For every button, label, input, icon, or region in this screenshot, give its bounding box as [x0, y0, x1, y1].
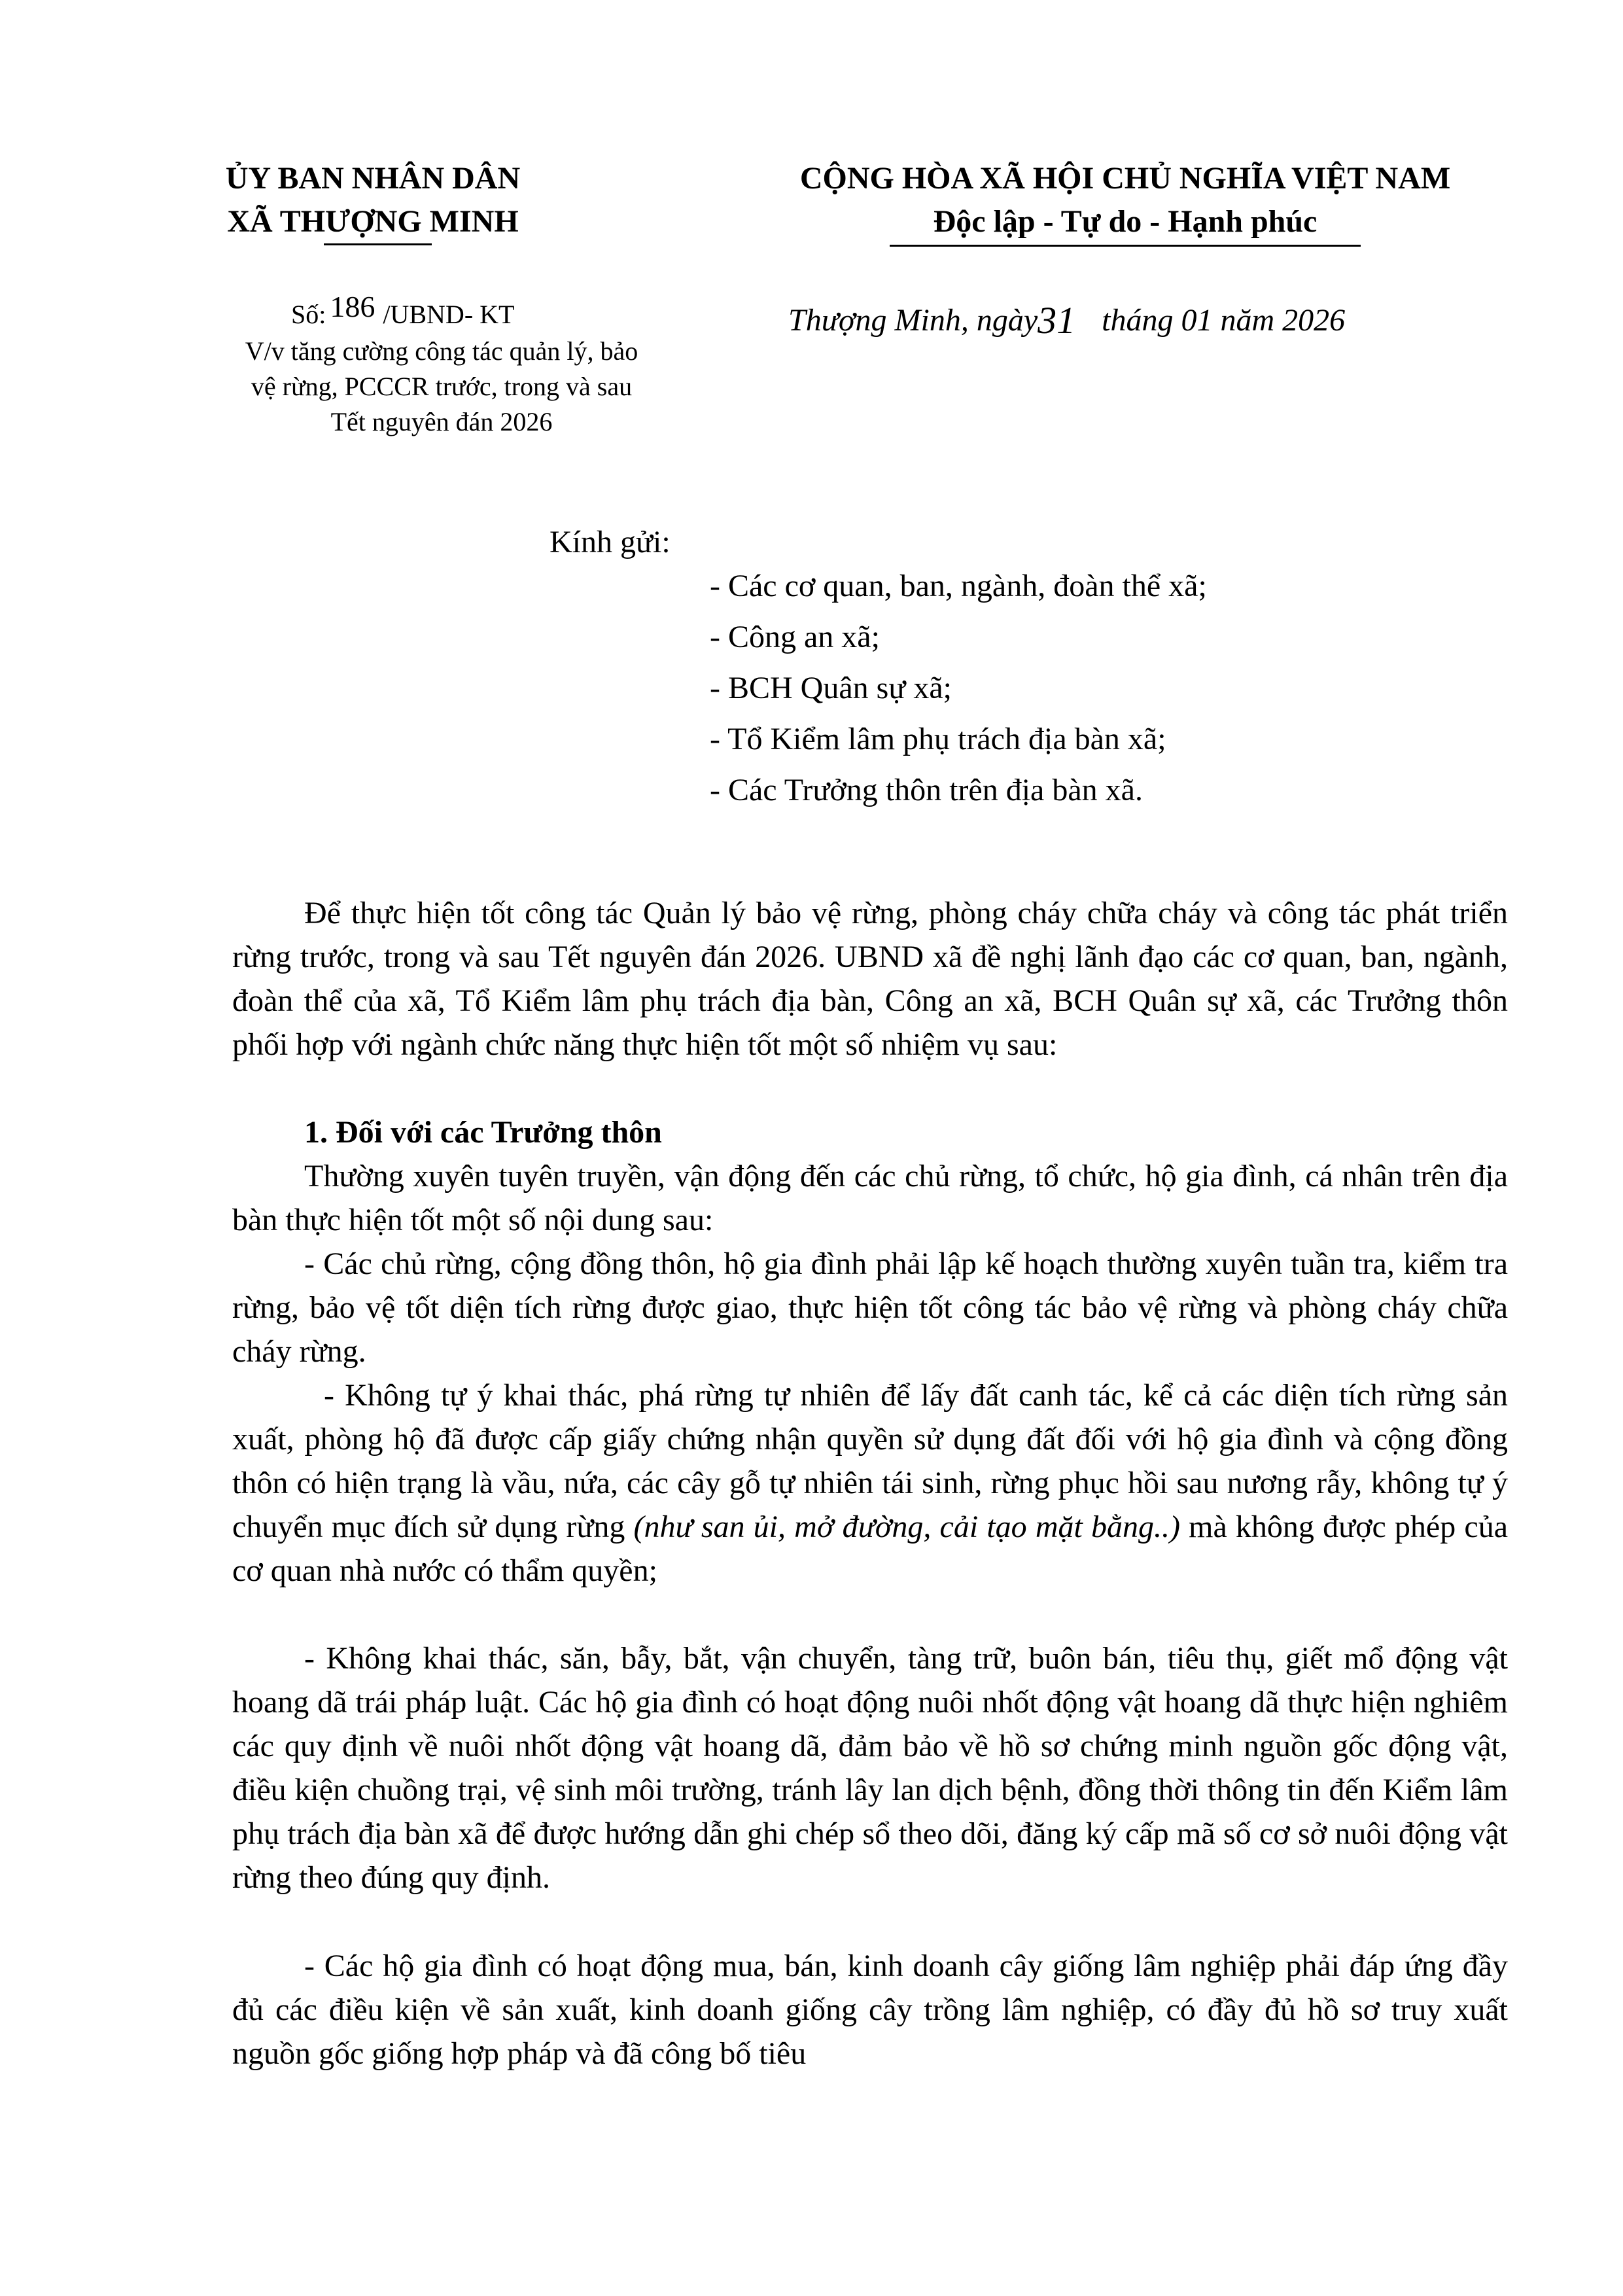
- recipient-item: - Các cơ quan, ban, ngành, đoàn thể xã;: [710, 569, 1207, 603]
- recipient-item: - BCH Quân sự xã;: [710, 671, 952, 705]
- bullet-paragraph: - Các chủ rừng, cộng đồng thôn, hộ gia đình phải lập kế hoạch thường xuyên tuần tra, kiểm tra rừng, bảo vệ tốt diện tích rừng được giao, thực hiện tốt công tác bảo vệ rừng và phòng cháy chữa cháy rừng.: [232, 1246, 1508, 1369]
- recipients-label: Kính gửi:: [550, 525, 671, 559]
- section-1-intro: Thường xuyên tuyên truyền, vận động đến các chủ rừng, tổ chức, hộ gia đình, cá nhân trên địa bàn thực hiện tốt một số nội dung sau:: [232, 1159, 1508, 1237]
- nation-line-2: Độc lập - Tự do - Hạnh phúc: [933, 204, 1318, 239]
- date-day-handwritten: 31: [1038, 299, 1076, 342]
- nation-line-1: CỘNG HÒA XÃ HỘI CHỦ NGHĨA VIỆT NAM: [799, 161, 1451, 196]
- org-underline: [324, 243, 432, 245]
- bullet-paragraph: [232, 1373, 1508, 1593]
- bullet-paragraph: - Không khai thác, săn, bẫy, bắt, vận chuyển, tàng trữ, buôn bán, tiêu thụ, giết mổ động vật hoang dã trái pháp luật. Các hộ gia đình có hoạt động nuôi nhốt động vật hoang dã thực hiện nghiêm các quy định về nuôi nhốt động vật hoang dã, đảm bảo về hồ sơ chứng minh nguồn gốc động vật, điều kiện chuồng trại, vệ sinh môi trường, tránh lây lan dịch bệnh, đồng thời thông tin đến Kiểm lâm phụ trách địa bàn xã để được hướng dẫn ghi chép sổ theo dõi, đăng ký cấp mã số cơ sở nuôi động vật rừng theo đúng quy định.: [232, 1641, 1508, 1895]
- recipient-item: - Công an xã;: [710, 620, 880, 654]
- document-date: [788, 296, 1345, 340]
- bullet-2-text-end: mà không được phép của cơ quan nhà nước có thẩm quyền;: [232, 1510, 1508, 1588]
- document-subject: V/v tăng cường công tác quản lý, bảo vệ rừng, PCCCR trước, trong và sau Tết nguyên đán 2026: [245, 336, 638, 436]
- section-1-heading: 1. Đối với các Trưởng thôn: [304, 1115, 662, 1150]
- recipient-item: - Tổ Kiểm lâm phụ trách địa bàn xã;: [710, 722, 1166, 756]
- national-header: [739, 157, 1511, 243]
- intro-paragraph: Để thực hiện tốt công tác Quản lý bảo vệ rừng, phòng cháy chữa cháy và công tác phát triển rừng trước, trong và sau Tết nguyên đán 2026. UBND xã đề nghị lãnh đạo các cơ quan, ban, ngành, đoàn thể của xã, Tổ Kiểm lâm phụ trách địa bàn, Công an xã, BCH Quân sự xã, các Trưởng thôn phối hợp với ngành chức năng thực hiện tốt một số nhiệm vụ sau:: [232, 896, 1508, 1062]
- org-line-2: XÃ THƯỢNG MINH: [227, 204, 519, 239]
- bullet-paragraph: - Các hộ gia đình có hoạt động mua, bán, kinh doanh cây giống lâm nghiệp phải đáp ứng đầy đủ các điều kiện về sản xuất, kinh doanh giống cây trồng lâm nghiệp, có đầy đủ hồ sơ truy xuất nguồn gốc giống hợp pháp và đã công bố tiêu: [232, 1949, 1508, 2071]
- motto-underline: [890, 245, 1361, 247]
- recipient-item: - Các Trưởng thôn trên địa bàn xã.: [710, 773, 1143, 807]
- bullet-2-text: - Không tự ý khai thác, phá rừng tự nhiên để lấy đất canh tác, kể cả các diện tích rừng sản xuất, phòng hộ đã được cấp giấy chứng nhận quyền sử dụng đất đối với hộ gia đình và cộng đồng thôn có hiện trạng là vầu, nứa, các cây gỗ tự nhiên tái sinh, rừng phục hồi sau nương rẫy, không tự ý chuyển mục đích sử dụng rừng: [232, 1378, 1508, 1544]
- document-number: [291, 290, 515, 330]
- issuing-organization: [196, 157, 550, 243]
- bullet-2-italic-note: (như san ủi, mở đường, cải tạo mặt bằng..): [633, 1510, 1180, 1544]
- doc-number-suffix: /UBND- KT: [383, 300, 515, 329]
- org-line-1: ỦY BAN NHÂN DÂN: [225, 161, 521, 196]
- date-rest: tháng 01 năm 2026: [1102, 303, 1346, 338]
- date-prefix: Thượng Minh, ngày: [788, 303, 1038, 338]
- doc-number-prefix: Số:: [291, 300, 326, 329]
- doc-number-handwritten: 186: [330, 290, 375, 323]
